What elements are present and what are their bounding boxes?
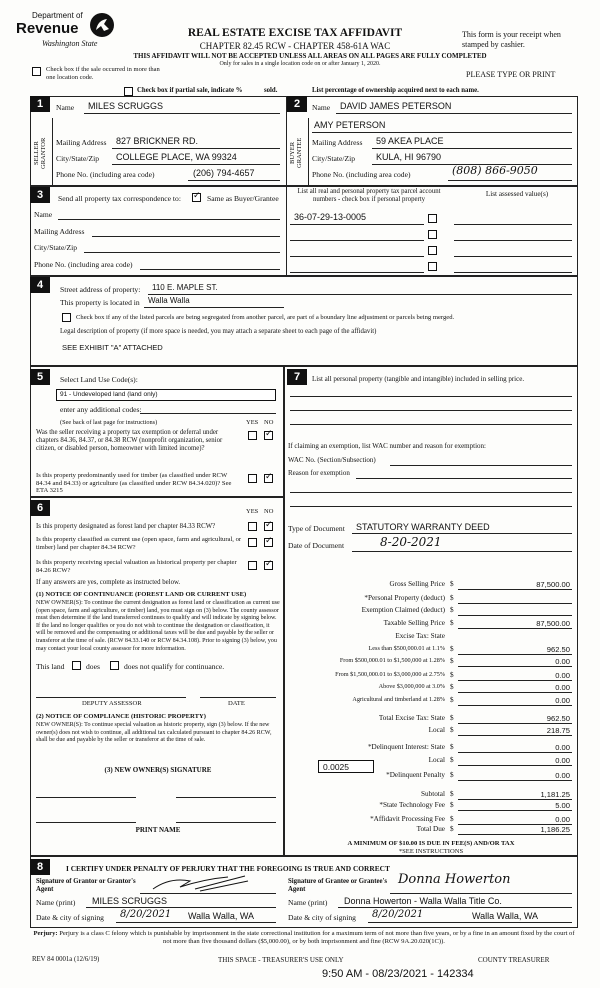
- legal-description-label: Legal description of property (if more space is needed, you may attach a separate sheet to each page of the affidavit): [60, 328, 377, 335]
- grantor-signature[interactable]: [150, 873, 250, 893]
- tax-row-amount[interactable]: 5.00: [555, 801, 570, 810]
- notice-1-title: (1) NOTICE OF CONTINUANCE (FOREST LAND OR CURRENT USE): [36, 591, 247, 598]
- current-use-no-checkbox[interactable]: [264, 538, 273, 547]
- grantor-print-name[interactable]: MILES SCRUGGS: [92, 896, 168, 906]
- buyer-role-label: BUYER GRANTEE: [289, 137, 303, 169]
- notice-2-title: (2) NOTICE OF COMPLIANCE (HISTORIC PROPERTY): [36, 713, 206, 720]
- dor-logo: [14, 10, 134, 56]
- tax-row-label: From $500,000.01 to $1,500,000 at 1.28%: [339, 657, 445, 664]
- form-subtitle: CHAPTER 82.45 RCW - CHAPTER 458-61A WAC: [199, 41, 391, 51]
- see-instructions-note: *SEE INSTRUCTIONS: [398, 848, 464, 855]
- same-as-buyer-label: Same as Buyer/Grantee: [207, 194, 279, 203]
- notice-1-body: NEW OWNER(S): To continue the current designation as forest land or classification as current use (open space, farm and agriculture, or timber) land, you must sign on (3) below. The county assessor must then determine if the land transferred continues to qualify and will indicate by signing below. If the land no longer qualifies or you do not wish to continue the designation or classification, it will be removed and the compensating or additional taxes will be due and payable by the seller or transferor at the time of sale. (RCW 84.33.140 or RCW 84.34.108). Prior to signing (3) below, you may contact your local county assessor for more information.: [36, 600, 280, 652]
- current-use-yes-checkbox[interactable]: [248, 538, 257, 547]
- doc-date[interactable]: 8-20-2021: [380, 535, 442, 549]
- assessor-date-label: DATE: [228, 700, 245, 707]
- tax-row-dollar: $: [450, 790, 454, 798]
- current-use-question: Is this property classified as current use (open space, farm and agricultural, or timber) land per chapter 84.34 RCW?: [36, 536, 242, 551]
- tax-row-label: Gross Selling Price: [389, 580, 445, 588]
- exemption-question: Was the seller receiving a property tax exemption or deferral under chapters 84.36, 84.37, or 84.38 RCW (nonprofit organization, senior citizen, or disabled person, homeowner with limited income)?: [36, 429, 223, 452]
- tax-row-dollar: $: [450, 726, 454, 734]
- tax-row-amount[interactable]: 0.00: [555, 671, 570, 680]
- personal-property-label: List all personal property (tangible and intangible) included in selling price.: [312, 375, 525, 383]
- sold-label: sold.: [264, 87, 278, 94]
- dept-name: Revenue: [16, 20, 79, 37]
- seller-city-label: City/State/Zip: [56, 154, 100, 163]
- land-does-checkbox[interactable]: [72, 661, 81, 670]
- tax-row-amount[interactable]: 0.00: [555, 657, 570, 666]
- tax-row-amount[interactable]: 87,500.00: [536, 580, 570, 589]
- sec3-phone-label: Phone No. (including area code): [34, 260, 133, 269]
- legal-description[interactable]: SEE EXHIBIT "A" ATTACHED: [62, 343, 163, 352]
- send-to-label: Send all property tax correspondence to:: [58, 194, 181, 203]
- timber-no-checkbox[interactable]: [264, 474, 273, 483]
- form-title: REAL ESTATE EXCISE TAX AFFIDAVIT: [187, 27, 403, 39]
- tax-row-dollar: $: [450, 756, 454, 764]
- exemption-wac-label: If claiming an exemption, list WAC number and reason for exemption:: [288, 442, 486, 450]
- tax-row-dollar: $: [450, 714, 454, 722]
- see-back-label: (See back of last page for instructions): [60, 419, 158, 426]
- street-address[interactable]: 110 E. MAPLE ST.: [152, 283, 218, 292]
- seller-role-label: SELLER GRANTOR: [33, 137, 47, 169]
- seller-name-label: Name: [56, 103, 75, 112]
- dept-state: Washington State: [42, 39, 98, 48]
- tax-row-label: Total Excise Tax: State: [378, 714, 445, 722]
- grantee-signature[interactable]: Donna Howerton: [398, 872, 511, 887]
- land-use-label: Select Land Use Code(s):: [60, 375, 138, 384]
- tax-row-dollar: $: [450, 801, 454, 809]
- timber-question: Is this property predominantly used for timber (as classified under RCW 84.34 and 84.33) or agriculture (as classified under RCW 84.34.020)? See ETA 3215: [36, 472, 232, 494]
- land-use-select[interactable]: [56, 389, 276, 401]
- tax-row-label: *Personal Property (deduct): [364, 594, 445, 602]
- tax-row-dollar: $: [450, 594, 454, 602]
- tax-row-amount[interactable]: 0.00: [555, 756, 570, 765]
- parcel-4-personal-checkbox[interactable]: [428, 262, 437, 271]
- tax-row-amount[interactable]: 962.50: [546, 714, 570, 723]
- print-name-label: PRINT NAME: [135, 826, 181, 834]
- seller-mail[interactable]: 827 BRICKNER RD.: [116, 136, 199, 146]
- print-note: PLEASE TYPE OR PRINT: [466, 70, 556, 79]
- grantor-signature-label: Signature of Grantor or Grantor's Agent: [36, 878, 136, 893]
- sec5-yes-label: YES: [246, 419, 259, 426]
- tax-row-label: *Affidavit Processing Fee: [370, 815, 445, 823]
- tax-row-amount[interactable]: 1,186.25: [540, 825, 570, 834]
- form-warning: THIS AFFIDAVIT WILL NOT BE ACCEPTED UNLESS ALL AREAS ON ALL PAGES ARE FULLY COMPLETED: [133, 52, 487, 60]
- sec3-city-label: City/State/Zip: [34, 243, 78, 252]
- seller-name[interactable]: MILES SCRUGGS: [88, 101, 164, 111]
- forest-no-checkbox[interactable]: [264, 522, 273, 531]
- grantee-print-name[interactable]: Donna Howerton - Walla Walla Title Co.: [344, 896, 502, 906]
- tax-row-amount[interactable]: 0.00: [555, 696, 570, 705]
- tax-row-label: Subtotal: [421, 790, 445, 798]
- grantor-date-label: Date & city of signing: [36, 913, 104, 922]
- seller-phone[interactable]: (206) 794-4657: [193, 168, 255, 178]
- buyer-name-1[interactable]: DAVID JAMES PETERSON: [340, 101, 452, 111]
- tax-row-amount[interactable]: 0.00: [555, 771, 570, 780]
- tax-row-amount[interactable]: 87,500.00: [536, 619, 570, 628]
- minimum-fee-note: A MINIMUM OF $10.00 IS DUE IN FEE(S) AND/OR TAX: [347, 840, 515, 847]
- buyer-phone-label: Phone No. (including area code): [312, 170, 411, 179]
- tax-row-amount[interactable]: 218.75: [546, 726, 570, 735]
- perjury-label: Perjury:: [33, 930, 58, 937]
- tax-row-dollar: $: [450, 815, 454, 823]
- wac-number-label: WAC No. (Section/Subsection): [288, 456, 376, 464]
- multi-location-label: Check box if the sale occurred in more than one location code.: [46, 66, 160, 81]
- tax-row-dollar: $: [450, 771, 454, 779]
- buyer-city[interactable]: KULA, HI 96790: [376, 152, 442, 162]
- forest-question: Is this property designated as forest land per chapter 84.33 RCW?: [36, 523, 216, 530]
- tax-row-label: Excise Tax: State: [395, 632, 445, 640]
- if-yes-label: If any answers are yes, complete as instructed below.: [36, 579, 181, 586]
- county-treasurer-label: COUNTY TREASURER: [478, 956, 550, 964]
- seller-mail-label: Mailing Address: [56, 138, 107, 147]
- doc-date-label: Date of Document: [288, 541, 345, 550]
- tax-row-dollar: $: [450, 619, 454, 627]
- parcel-number[interactable]: 36-07-29-13-0005: [294, 212, 367, 222]
- forest-yes-checkbox[interactable]: [248, 522, 257, 531]
- perjury-text: Perjury is a class C felony which is punishable by imprisonment in the state correctional institution for a maximum term of not more than five years, or by a fine in an amount fixed by the court of not more than five thousand dollars ($5,000.00), or by both imprisonment and fine (RCW 9A.20.020(1C)).: [59, 930, 575, 945]
- grantee-city[interactable]: Walla Walla, WA: [472, 911, 539, 921]
- historic-yes-checkbox[interactable]: [248, 561, 257, 570]
- tax-row-label: *Delinquent Penalty: [386, 771, 445, 779]
- historic-question: Is this property receiving special valuation as historical property per chapter 84.26 RCW?: [36, 559, 237, 574]
- tax-row-dollar: $: [450, 606, 454, 614]
- seller-phone-label: Phone No. (including area code): [56, 170, 155, 179]
- notice-2-body: NEW OWNER(S): To continue special valuation as historic property, sign (3) below. If the new owner(s) does not wish to continue, all additional tax calculated pursuant to chapter 84.26 RCW, shall be due and payable by the seller or transferor at the time of sale.: [36, 722, 272, 744]
- section-6-badge: 6: [30, 500, 50, 516]
- treasurer-stamp: 9:50 AM - 08/23/2021 - 142334: [322, 968, 474, 980]
- tax-row-amount[interactable]: 962.50: [546, 645, 570, 654]
- partial-sale-label: Check box if partial sale, indicate %: [137, 87, 243, 94]
- buyer-mail[interactable]: 59 AKEA PLACE: [376, 136, 444, 146]
- additional-codes-label: enter any additional codes:: [60, 405, 142, 414]
- assessed-header: List assessed value(s): [485, 190, 549, 198]
- tax-row-label: Less than $500,000.01 at 1.1%: [368, 645, 445, 652]
- parcel-2-personal-checkbox[interactable]: [428, 230, 437, 239]
- revenue-logo-icon: [89, 12, 115, 38]
- buyer-name-label: Name: [312, 103, 331, 112]
- this-land-label: This land: [36, 662, 65, 671]
- segregated-checkbox[interactable]: [62, 313, 71, 322]
- tax-row-dollar: $: [450, 696, 454, 704]
- sec5-no-label: NO: [264, 419, 274, 426]
- located-label: This property is located in: [60, 298, 140, 307]
- tax-row-label: Taxable Selling Price: [383, 619, 445, 627]
- reason-label: Reason for exemption: [288, 469, 350, 477]
- located-in[interactable]: Walla Walla: [148, 296, 190, 305]
- tax-row-label: Total Due: [416, 825, 445, 833]
- notice-3-title: (3) NEW OWNER(S) SIGNATURE: [104, 766, 212, 774]
- section-8-badge: 8: [30, 859, 50, 875]
- section-3-badge: 3: [30, 187, 50, 203]
- tax-row-amount[interactable]: 0.00: [555, 743, 570, 752]
- section-2-badge: 2: [287, 96, 307, 112]
- form-note: Only for sales in a single location code on or after January 1, 2020.: [219, 61, 381, 67]
- tax-row-dollar: $: [450, 671, 454, 679]
- tax-row-amount[interactable]: 0.00: [555, 683, 570, 692]
- seller-city[interactable]: COLLEGE PLACE, WA 99324: [116, 152, 237, 162]
- local-rate-box[interactable]: [318, 760, 374, 773]
- buyer-city-label: City/State/Zip: [312, 154, 356, 163]
- tax-row-label: Above $3,000,000 at 3.0%: [378, 683, 445, 690]
- tax-row-dollar: $: [450, 645, 454, 653]
- tax-row-amount[interactable]: 0.00: [555, 815, 570, 824]
- tax-row-label: Agricultural and timberland at 1.28%: [352, 696, 445, 703]
- tax-row-label: Local: [428, 756, 445, 764]
- does-not-label: does not qualify for continuance.: [124, 662, 225, 671]
- tax-row-dollar: $: [450, 683, 454, 691]
- parcel-3-personal-checkbox[interactable]: [428, 246, 437, 255]
- multi-location-checkbox[interactable]: [32, 67, 41, 76]
- section-4-badge: 4: [30, 277, 50, 293]
- same-as-buyer-checkbox[interactable]: [192, 193, 201, 202]
- form-number: REV 84 0001a (12/6/19): [32, 956, 100, 963]
- exemption-no-checkbox[interactable]: [264, 431, 273, 440]
- does-label: does: [86, 662, 100, 671]
- grantee-print-label: Name (print): [288, 898, 328, 907]
- parcel-1-personal-checkbox[interactable]: [428, 214, 437, 223]
- receipt-note: This form is your receipt when stamped by cashier.: [462, 30, 561, 49]
- tax-row-dollar: $: [450, 825, 454, 833]
- section-5-badge: 5: [30, 369, 50, 385]
- dept-line: Department of: [32, 11, 83, 20]
- grantee-date[interactable]: 8/20/2021: [372, 909, 424, 920]
- doc-type[interactable]: STATUTORY WARRANTY DEED: [356, 522, 490, 532]
- street-label: Street address of property:: [60, 285, 141, 294]
- segregated-label: Check box if any of the listed parcels are being segregated from another parcel, are part of a boundary line adjustment or parcels being merged.: [76, 314, 455, 321]
- grantor-date[interactable]: 8/20/2021: [120, 909, 172, 920]
- tax-row-dollar: $: [450, 657, 454, 665]
- section-1-badge: 1: [30, 96, 50, 112]
- grantee-date-label: Date & city of signing: [288, 913, 356, 922]
- partial-sale-checkbox[interactable]: [124, 87, 133, 96]
- perjury-statement: [30, 930, 578, 946]
- parcel-header: List all real and personal property tax parcel account numbers - check box if personal property: [297, 188, 441, 203]
- certify-statement: I CERTIFY UNDER PENALTY OF PERJURY THAT THE FOREGOING IS TRUE AND CORRECT: [66, 864, 390, 873]
- sec6-no-label: NO: [264, 508, 274, 515]
- grantor-city[interactable]: Walla Walla, WA: [188, 911, 255, 921]
- deputy-assessor-label: DEPUTY ASSESSOR: [82, 700, 142, 707]
- exemption-yes-checkbox[interactable]: [248, 431, 257, 440]
- tax-row-label: *State Technology Fee: [379, 801, 445, 809]
- tax-row-amount[interactable]: 1,181.25: [540, 790, 570, 799]
- historic-no-checkbox[interactable]: [264, 561, 273, 570]
- sec3-name-label: Name: [34, 210, 53, 219]
- section-7-badge: 7: [287, 369, 307, 385]
- local-rate: 0.0025: [323, 762, 349, 772]
- treasurer-space-label: THIS SPACE - TREASURER'S USE ONLY: [218, 956, 344, 964]
- land-use-value: 91 - Undeveloped land (land only): [60, 391, 158, 398]
- grantee-signature-label: Signature of Grantee or Grantee's Agent: [288, 878, 388, 893]
- land-does-not-checkbox[interactable]: [110, 661, 119, 670]
- grantor-print-label: Name (print): [36, 898, 76, 907]
- tax-row-label: *Delinquent Interest: State: [367, 743, 445, 751]
- buyer-phone[interactable]: (808) 866-9050: [452, 164, 538, 177]
- buyer-name-2[interactable]: AMY PETERSON: [314, 120, 386, 130]
- sec6-yes-label: YES: [246, 508, 259, 515]
- tax-row-dollar: $: [450, 580, 454, 588]
- tax-row-label: Local: [428, 726, 445, 734]
- tax-row-label: Exemption Claimed (deduct): [361, 606, 445, 614]
- tax-row-label: From $1,500,000.01 to $3,000,000 at 2.75%: [335, 671, 445, 678]
- ownership-pct-label: List percentage of ownership acquired next to each name.: [312, 87, 479, 94]
- buyer-mail-label: Mailing Address: [312, 138, 363, 147]
- timber-yes-checkbox[interactable]: [248, 474, 257, 483]
- tax-row-dollar: $: [450, 743, 454, 751]
- doc-type-label: Type of Document: [288, 524, 345, 533]
- sec3-mail-label: Mailing Address: [34, 227, 85, 236]
